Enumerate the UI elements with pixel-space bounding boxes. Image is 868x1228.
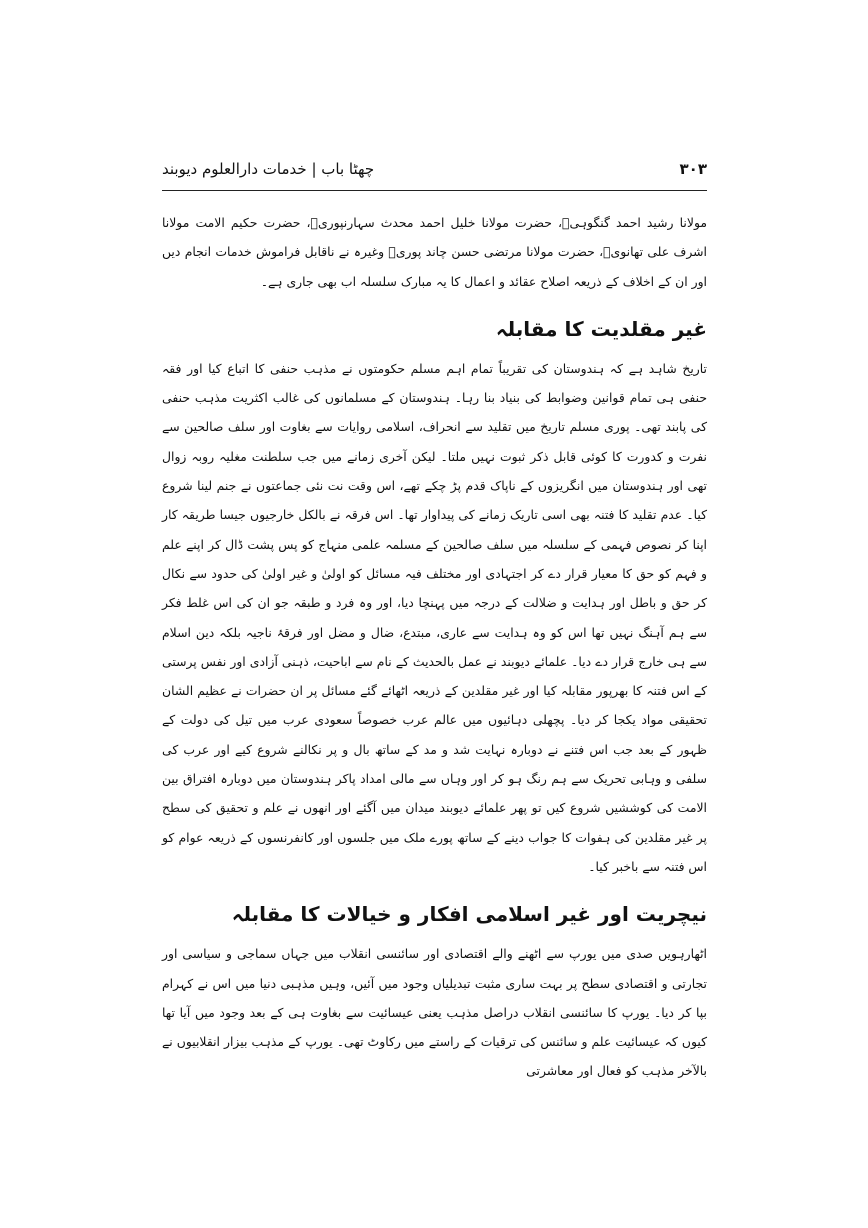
running-header-text <box>162 150 374 188</box>
section-paragraph-naturism: اٹھارہویں صدی میں یورپ سے اٹھنے والے اقتصادی اور سائنسی انقلاب میں جہاں سماجی و سیاسی اور تجارتی و اقتصادی سطح پر بہت ساری مثبت تبدیلیاں وجود میں آئیں، وہیں مذہبی دنیا میں اس نے کہرام بپا کر دیا۔ یورپ کا سائنسی انقلاب دراصل مذہب یعنی عیسائیت سے بغاوت ہی کے بعد وجود میں آیا تھا کیوں کہ عیسائیت علم و سائنس کی ترقیات کے راستے میں رکاوٹ تھی۔ یورپ کے مذہب بیزار انقلابیوں نے بالآخر مذہب کو فعال اور معاشرتی <box>162 946 707 1079</box>
section-heading-ghair-muqallidiyat: غیر مقلدیت کا مقابلہ <box>495 316 707 341</box>
intro-paragraph: مولانا رشید احمد گنگوہیؒ، حضرت مولانا خلیل احمد محدث سہارنپوریؒ، حضرت حکیم الامت مولانا اشرف علی تھانویؒ، حضرت مولانا مرتضی حسن چاند پوریؒ وغیرہ نے ناقابل فراموش خدمات انجام دیں اور ان کے اخلاف کے ذریعہ اصلاح عقائد و اعمال کا یہ مبارک سلسلہ اب بھی جاری ہے۔ <box>162 215 707 289</box>
page-number: ۳۰۳ <box>679 160 707 178</box>
header-rule <box>162 190 707 191</box>
header-separator: | <box>311 160 317 178</box>
running-header <box>162 150 707 188</box>
book-title: خدمات دارالعلوم دیوبند <box>162 160 307 178</box>
page-content <box>162 208 707 1086</box>
section-paragraph-ghair-muqallidiyat: تاریخ شاہد ہے کہ ہندوستان کی تقریباً تمام اہم مسلم حکومتوں نے مذہب حنفی کا اتباع کیا اور فقہ حنفی ہی تمام قوانین وضوابط کی بنیاد بنا رہا۔ ہندوستان کے مسلمانوں کی غالب اکثریت مذہب حنفی کی پابند تھی۔ پوری مسلم تاریخ میں تقلید سے انحراف، اسلامی روایات سے بغاوت اور سلف صالحین سے نفرت و کدورت کا کوئی قابل ذکر ثبوت نہیں ملتا۔ لیکن آخری زمانے میں جب سلطنت مغلیہ روبہ زوال تھی اور ہندوستان میں انگریزوں کے ناپاک قدم پڑ چکے تھے، اس وقت نت نئی جماعتوں نے جنم لینا شروع کیا۔ عدم تقلید کا فتنہ بھی اسی تاریک زمانے کی پیداوار تھا۔ اس فرقہ نے بالکل خارجیوں جیسا طریقہ کار اپنا کر نصوص فہمی کے سلسلہ میں سلف صالحین کے مسلمہ علمی منہاج کو پس پشت ڈال کر اپنے علم و فہم کو حق کا معیار قرار دے کر اجتہادی اور مختلف فیہ مسائل کو اولیٰ و غیر اولیٰ کی حدود سے نکال کر حق و باطل اور ہدایت و ضلالت کے درجہ میں پہنچا دیا، اور وہ فرد و طبقہ جو ان کی اس غلط فکر سے ہم آہنگ نہیں تھا اس کو وہ ہدایت سے عاری، مبتدع، ضال و مضل اور فرقۂ ناجیہ بلکہ دین اسلام سے ہی خارج قرار دے دیا۔ علمائے دیوبند نے عمل بالحدیث کے نام سے اباحیت، ذہنی آزادی اور نفس پرستی کے اس فتنہ کا بھرپور مقابلہ کیا اور غیر مقلدین کے ذریعہ اٹھائے گئے مسائل پر ان حضرات نے عظیم الشان تحقیقی مواد یکجا کر دیا۔ پچھلی دہائیوں میں عالم عرب خصوصاً سعودی عرب میں تیل کی دولت کے ظہور کے بعد جب اس فتنے نے دوبارہ نہایت شد و مد کے ساتھ بال و پر نکالنے شروع کیے اور عرب کی سلفی و وہابی تحریک سے ہم رنگ ہو کر اور وہاں سے مالی امداد پاکر ہندوستان میں دوبارہ افتراق بین الامت کی کوششیں شروع کیں تو پھر علمائے دیوبند میدان میں آگئے اور انھوں نے علم و تحقیق کی سطح پر غیر مقلدین کی ہفوات کا جواب دینے کے ساتھ پورے ملک میں جلسوں اور کانفرنسوں کے ذریعہ عوام کو اس فتنہ سے باخبر کیا۔ <box>162 360 707 874</box>
section-heading-naturism: نیچریت اور غیر اسلامی افکار و خیالات کا مقابلہ <box>231 902 707 927</box>
chapter-label: چھٹا باب <box>321 160 375 178</box>
